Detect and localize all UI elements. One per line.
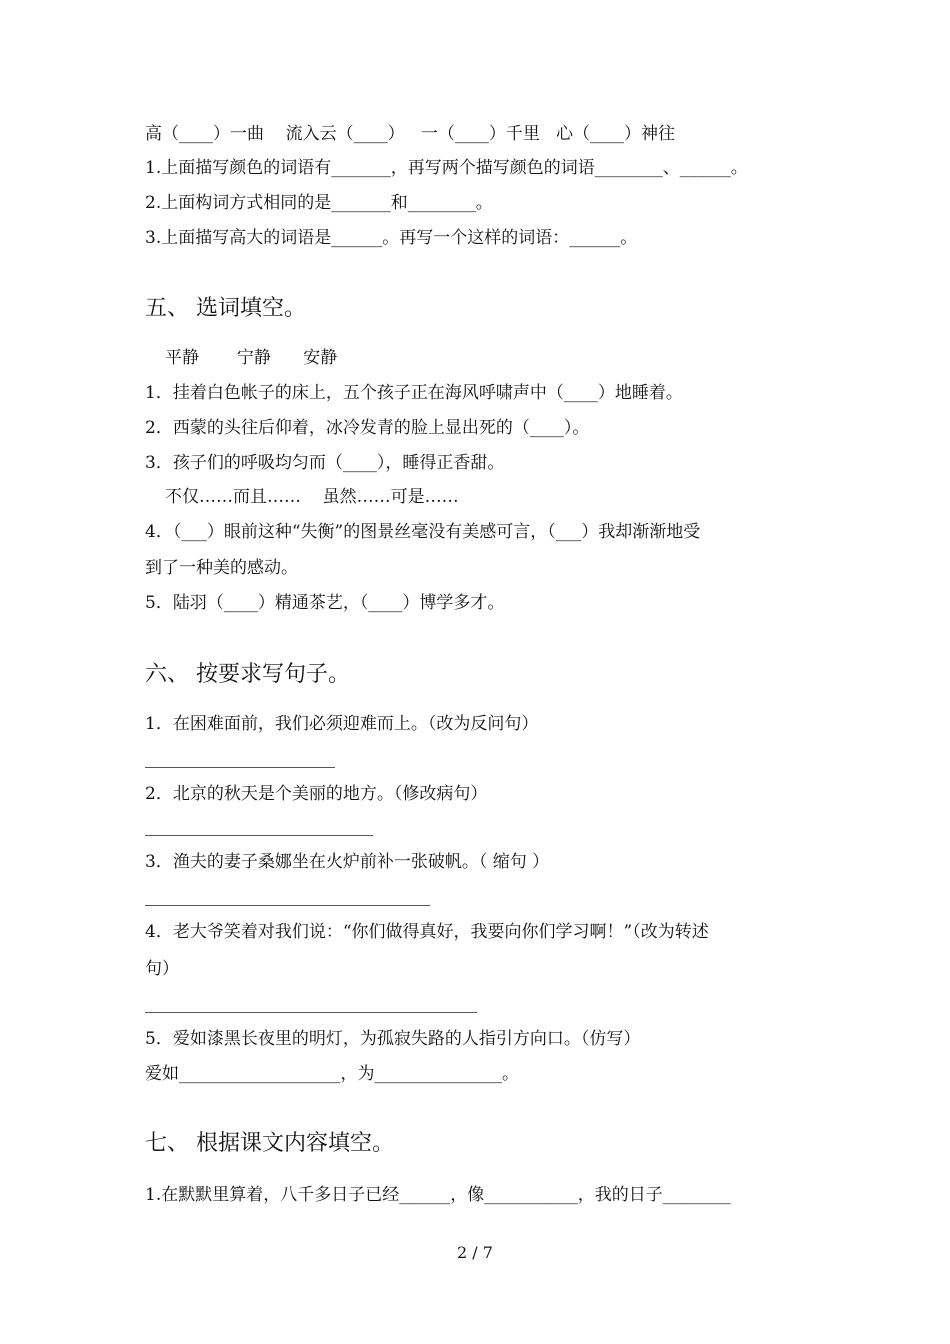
- fill-item-2: 2．西蒙的头往后仰着，冰冷发青的脸上显出死的（____）。: [145, 418, 590, 438]
- section-6-heading: 六、 按要求写句子。: [145, 662, 350, 687]
- sentence-task-5: 5．爱如漆黑长夜里的明灯，为孤寂失路的人指引方向口。（仿写）: [145, 1029, 641, 1049]
- text-fill-question-1: 1.在默默里算着，八千多日子已经______，像___________，我的日子________: [145, 1185, 731, 1205]
- section-5-heading: 五、 选词填空。: [145, 296, 306, 321]
- answer-line-4[interactable]: [145, 1012, 477, 1013]
- fill-item-5: 5．陆羽（____）精通茶艺，（____）博学多才。: [145, 593, 505, 613]
- fill-item-4-line-1: 4．（___）眼前这种“失衡”的图景丝毫没有美感可言，（___）我却渐渐地受: [145, 522, 701, 542]
- fill-item-3: 3．孩子们的呼吸均匀而（____），睡得正香甜。: [145, 453, 505, 473]
- sentence-task-1: 1．在困难面前，我们必须迎难而上。（改为反问句）: [145, 714, 539, 734]
- page-number: 2 / 7: [457, 1243, 493, 1262]
- section-7-heading: 七、 根据课文内容填空。: [145, 1131, 394, 1156]
- answer-line-2[interactable]: [145, 835, 373, 836]
- fill-words-line: 高（____）一曲 流入云（____） 一（____）千里 心（____）神往: [145, 124, 676, 144]
- answer-line-1[interactable]: [145, 767, 335, 768]
- question-word-structure: 2.上面构词方式相同的是_______和________。: [145, 193, 493, 213]
- sentence-task-4-line-1: 4．老大爷笑着对我们说：“你们做得真好，我要向你们学习啊！”（改为转述: [145, 922, 709, 942]
- fill-item-4-line-2: 到了一种美的感动。: [145, 558, 298, 578]
- word-options-conjunctions: 不仅……而且…… 虽然……可是……: [165, 487, 459, 507]
- sentence-task-2: 2．北京的秋天是个美丽的地方。（修改病句）: [145, 784, 488, 804]
- sentence-task-3: 3．渔夫的妻子桑娜坐在火炉前补一张破帆。（ 缩句 ）: [145, 852, 550, 872]
- imitation-fill-line: 爱如___________________，为_______________。: [145, 1064, 519, 1084]
- sentence-task-4-line-2: 句）: [145, 959, 179, 979]
- question-tall-words: 3.上面描写高大的词语是______。再写一个这样的词语：______。: [145, 228, 638, 248]
- word-options-calm: 平静 宁静 安静: [165, 348, 338, 368]
- answer-line-3[interactable]: [145, 905, 430, 906]
- fill-item-1: 1．挂着白色帐子的床上，五个孩子正在海风呼啸声中（____）地睡着。: [145, 383, 683, 403]
- question-color-words: 1.上面描写颜色的词语有_______，再写两个描写颜色的词语________、______。: [145, 158, 748, 178]
